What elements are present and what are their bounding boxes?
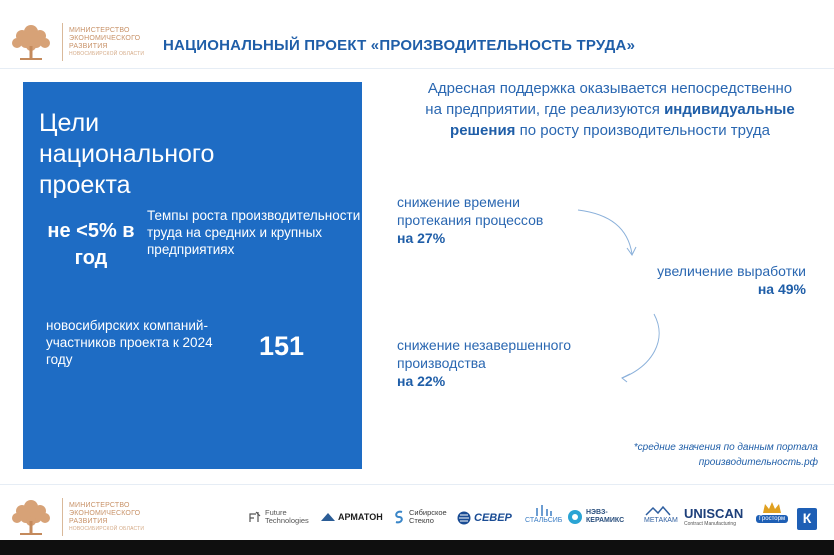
partner-sever	[456, 511, 512, 525]
ministry-line-2: ЭКОНОМИЧЕСКОГО	[69, 34, 141, 42]
ministry-region: НОВОСИБИРСКОЙ ОБЛАСТИ	[69, 525, 145, 532]
growth-rate-value: не <5% в год	[47, 220, 135, 269]
ministry-line-3: РАЗВИТИЯ	[69, 42, 108, 50]
metric-value: на 22%	[397, 373, 446, 389]
goals-title: Цели национального проекта	[39, 109, 215, 199]
partner-uniscan	[684, 506, 743, 527]
partners-footer	[0, 484, 834, 540]
partner-armaton	[320, 512, 383, 522]
stalsib-icon	[534, 503, 554, 517]
partner-k	[796, 507, 818, 531]
ministry-logo-footer	[8, 497, 144, 537]
partner-name: НЭВЗ-КЕРАМИКС	[586, 509, 625, 524]
partner-name: СТАЛЬСИБ	[525, 517, 563, 524]
nevz-icon	[567, 509, 583, 525]
future-tech-icon	[248, 510, 262, 524]
header-divider	[0, 68, 834, 69]
partner-nevz-keramiks	[567, 509, 634, 525]
tree-logo-icon	[8, 497, 54, 537]
partner-future-technologies	[248, 509, 311, 525]
metric-process-time	[397, 193, 597, 247]
support-intro	[425, 78, 795, 141]
companies-description: новосибирских компаний-участников проекта к 2024 году	[46, 318, 213, 367]
companies-count: 151	[259, 331, 305, 361]
partner-name: Сибирское Стекло	[409, 508, 447, 525]
ministry-name	[69, 27, 144, 58]
ministry-region: НОВОСИБИРСКОЙ ОБЛАСТИ	[69, 50, 145, 57]
metric-value: на 27%	[397, 230, 446, 246]
ministry-line-1: МИНИСТЕРСТВО	[69, 26, 130, 34]
partner-name: Гросторм	[756, 515, 788, 523]
ministry-line-3: РАЗВИТИЯ	[69, 517, 108, 525]
grostorm-icon	[761, 501, 783, 515]
growth-rate-description: Темпы роста производительности труда на средних и крупных предприятиях	[147, 208, 361, 257]
logo-divider	[62, 498, 63, 536]
partner-name: АРМАТОН	[338, 512, 383, 522]
intro-highlight: индивидуальные решения	[450, 101, 795, 139]
slide-header	[0, 0, 834, 68]
page-title: НАЦИОНАЛЬНЫЙ ПРОЕКТ «ПРОИЗВОДИТЕЛЬНОСТЬ ТРУДА»	[163, 37, 636, 54]
partner-name: СЕВЕР	[474, 512, 512, 524]
ministry-name	[69, 502, 144, 533]
partner-sibirskoe-steklo	[392, 509, 449, 525]
goals-panel	[23, 82, 362, 469]
ministry-line-1: МИНИСТЕРСТВО	[69, 501, 130, 509]
intro-text-1: Адресная поддержка оказывается непосредственно на предприятии, где реализуются	[425, 80, 793, 118]
partner-name: Future Technologies	[265, 508, 309, 525]
metric-label: увеличение выработки	[657, 263, 806, 279]
curved-arrow-icon	[570, 206, 650, 266]
screen-bottom-bar	[0, 540, 834, 555]
source-footnote: *средние значения по данным портала производительность.рф	[633, 442, 818, 468]
partner-stalsib	[525, 503, 562, 524]
partner-grostorm	[756, 501, 788, 523]
curved-arrow-icon	[612, 310, 672, 385]
metric-output	[636, 262, 806, 298]
partner-name: К	[802, 510, 812, 526]
partner-name: МЕТАКАМ	[644, 517, 678, 524]
metric-wip	[397, 336, 617, 390]
metric-label: снижение незавершенного производства	[397, 337, 572, 371]
metric-value: на 49%	[757, 281, 806, 297]
sever-icon	[456, 511, 472, 525]
armaton-icon	[320, 512, 336, 522]
partner-tagline: Contract Manufacturing	[684, 521, 736, 527]
partner-name: UNISCAN	[684, 506, 744, 521]
intro-text-2: по росту производительности труда	[515, 122, 770, 139]
logo-divider	[62, 23, 63, 61]
tree-logo-icon	[8, 22, 54, 62]
sib-steklo-icon	[392, 509, 406, 525]
partner-metakam	[644, 505, 678, 524]
metric-label: снижение времени протекания процессов	[397, 194, 544, 228]
metakam-icon	[644, 505, 672, 517]
ministry-logo	[8, 22, 144, 62]
ministry-line-2: ЭКОНОМИЧЕСКОГО	[69, 509, 141, 517]
